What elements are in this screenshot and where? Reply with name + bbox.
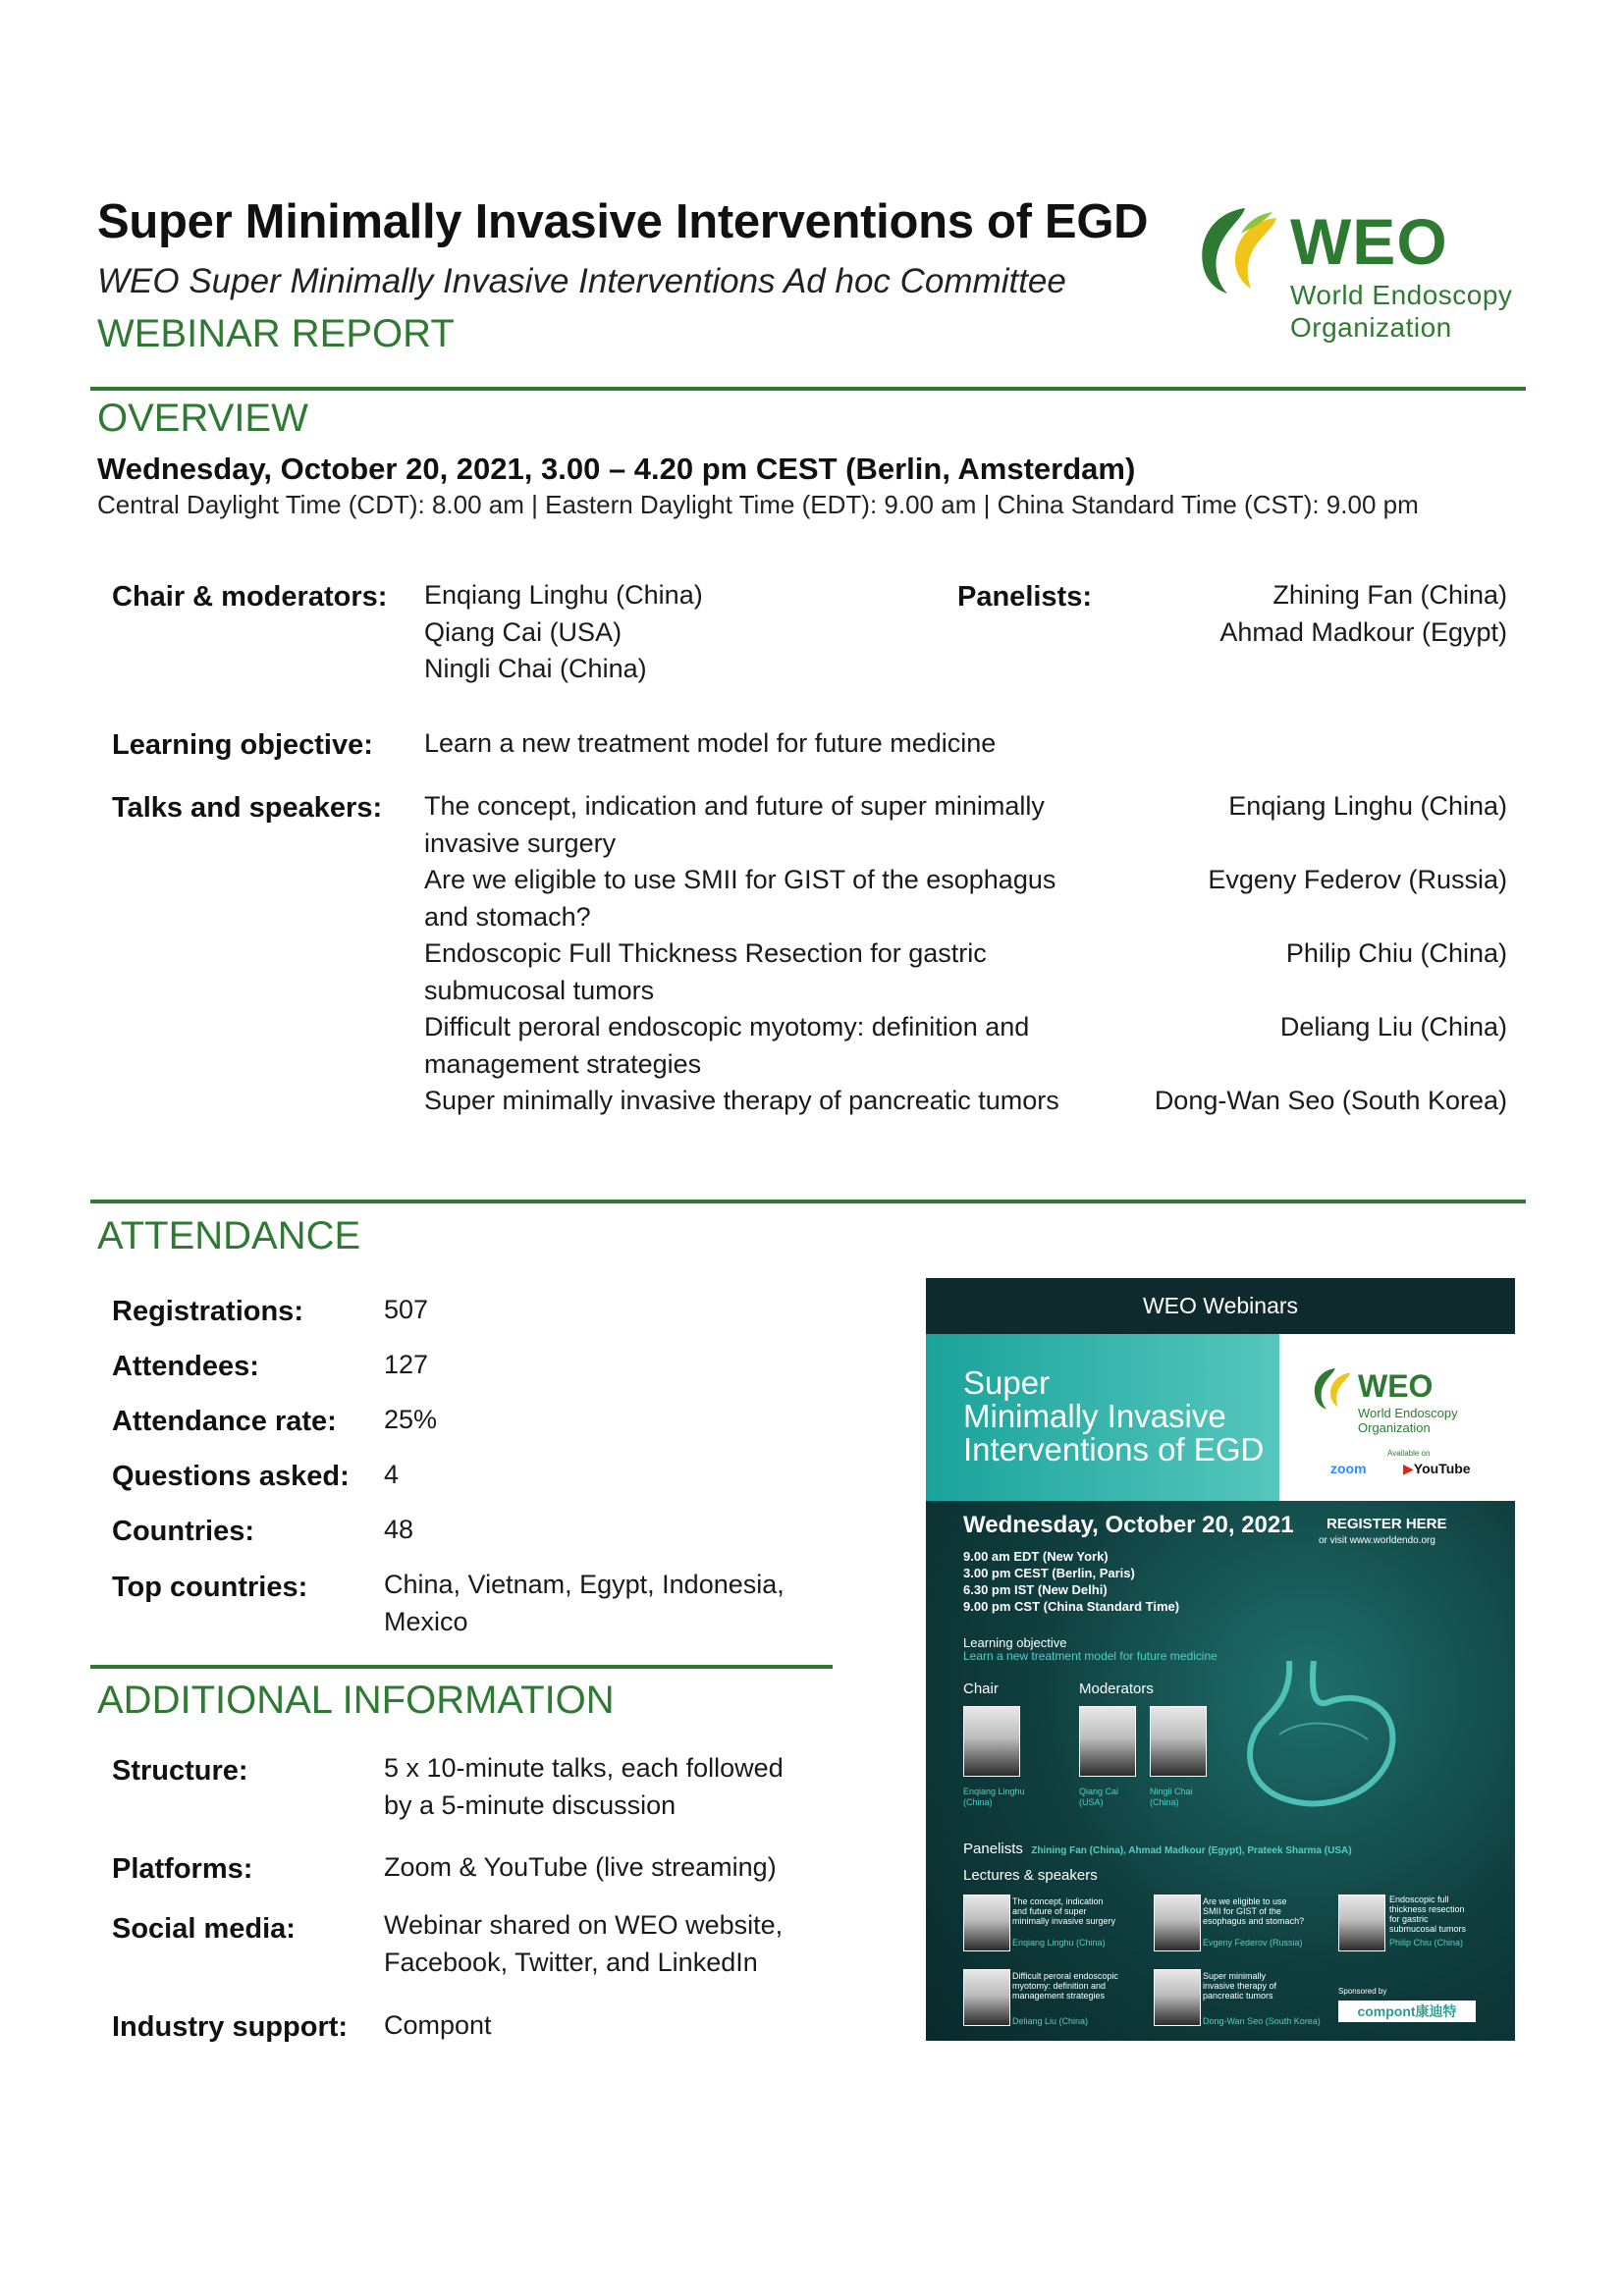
attendees-label: Attendees:: [112, 1351, 259, 1382]
weo-logo-word: WEO: [1290, 205, 1448, 278]
poster-panelists: [963, 1841, 1352, 1857]
lecture-line: invasive therapy of: [1203, 1981, 1277, 1991]
poster-top-bar: WEO Webinars: [926, 1278, 1515, 1334]
speaker-photo: [963, 1969, 1010, 2026]
webinar-report-label: WEBINAR REPORT: [97, 312, 455, 355]
time-zones: Central Daylight Time (CDT): 8.00 am | Eastern Daylight Time (EDT): 9.00 am | China Standard Time (CST): 9.00 pm: [97, 490, 1419, 519]
platforms-value: Zoom & YouTube (live streaming): [384, 1852, 777, 1882]
moderator-photo: [1150, 1706, 1207, 1777]
caption-line: Ningli Chai: [1150, 1787, 1193, 1796]
lecture-text: [1203, 1896, 1304, 1926]
moderator-caption: [1150, 1787, 1193, 1808]
lecture-line: submucosal tumors: [1389, 1924, 1467, 1934]
lecture-text: [1389, 1895, 1466, 1934]
poster-visit: or visit www.worldendo.org: [1319, 1535, 1435, 1546]
talk-speaker: Enqiang Linghu (China): [1228, 791, 1507, 821]
lecture-line: minimally invasive surgery: [1012, 1916, 1116, 1926]
lecture-line: esophagus and stomach?: [1203, 1916, 1305, 1926]
poster-sponsored-by: Sponsored by: [1338, 1987, 1387, 1996]
structure-line: 5 x 10-minute talks, each followed: [384, 1753, 784, 1783]
zoom-logo-icon: zoom: [1330, 1461, 1367, 1476]
countries-label: Countries:: [112, 1516, 254, 1547]
talk-title: Super minimally invasive therapy of pancreatic tumors: [424, 1086, 1059, 1115]
talk-title: and stomach?: [424, 901, 591, 932]
poster-weo-leaf-icon: [1307, 1364, 1354, 1412]
speaker-photo: [1154, 1895, 1201, 1951]
lecture-speaker: Deliang Liu (China): [1012, 2016, 1089, 2026]
caption-line: (China): [963, 1797, 993, 1807]
talk-title: The concept, indication and future of super minimally: [424, 791, 1045, 821]
poster-headline-line: Super: [963, 1364, 1051, 1401]
objective-label: Learning objective:: [112, 729, 373, 761]
poster-time: 9.00 am EDT (New York): [963, 1549, 1109, 1564]
poster-logo-sub-line: Organization: [1358, 1420, 1431, 1435]
talk-title: Difficult peroral endoscopic myotomy: definition and: [424, 1012, 1030, 1041]
caption-line: Qiang Cai: [1079, 1787, 1119, 1796]
poster-logo-word: WEO: [1358, 1368, 1434, 1404]
poster-headline-line: Interventions of EGD: [963, 1431, 1265, 1468]
social-label: Social media:: [112, 1913, 296, 1945]
poster-time: 6.30 pm IST (New Delhi): [963, 1582, 1108, 1597]
objective-text: Learn a new treatment model for future medicine: [424, 728, 997, 758]
talk-speaker: Deliang Liu (China): [1279, 1012, 1507, 1041]
talks-list: [424, 788, 1059, 1120]
poster-chair-label: Chair: [963, 1681, 999, 1697]
poster-lectures-label: Lectures & speakers: [963, 1867, 1098, 1884]
talk-title: management strategies: [424, 1048, 702, 1079]
talk-speaker: Evgeny Federov (Russia): [1208, 865, 1507, 894]
poster-time: 3.00 pm CEST (Berlin, Paris): [963, 1566, 1135, 1580]
talk-title: Endoscopic Full Thickness Resection for gastric: [424, 938, 987, 968]
social-line: Facebook, Twitter, and LinkedIn: [384, 1947, 758, 1977]
youtube-label: YouTube: [1413, 1461, 1471, 1476]
lecture-speaker: Enqiang Linghu (China): [1012, 1938, 1106, 1948]
poster-headline-line: Minimally Invasive: [963, 1398, 1226, 1434]
moderator-photo: [1079, 1706, 1136, 1777]
caption-line: (China): [1150, 1797, 1179, 1807]
lecture-line: Super minimally: [1203, 1971, 1267, 1981]
lecture-line: for gastric: [1389, 1914, 1429, 1924]
panelist-name: Ahmad Madkour (Egypt): [1219, 616, 1507, 647]
lecture-line: Are we eligible to use: [1203, 1896, 1287, 1906]
poster-headline: [963, 1366, 1297, 1467]
countries-value: 48: [384, 1515, 414, 1544]
additional-heading: ADDITIONAL INFORMATION: [97, 1679, 615, 1722]
lecture-speaker: Philip Chiu (China): [1389, 1938, 1464, 1948]
lecture-line: SMII for GIST of the: [1203, 1906, 1281, 1916]
poster-moderators-label: Moderators: [1079, 1681, 1154, 1697]
panelists-list: [1219, 577, 1507, 651]
lecture-speaker: Dong-Wan Seo (South Korea): [1203, 2016, 1321, 2026]
lecture-line: management strategies: [1012, 1991, 1106, 2001]
webinar-poster: [926, 1278, 1515, 2041]
poster-panelists-names: Zhining Fan (China), Ahmad Madkour (Egypt), Prateek Sharma (USA): [1031, 1845, 1352, 1856]
committee-subtitle: WEO Super Minimally Invasive Interventions Ad hoc Committee: [97, 262, 1066, 300]
talk-title: invasive surgery: [424, 828, 617, 858]
talk-title: Are we eligible to use SMII for GIST of the esophagus: [424, 865, 1056, 894]
poster-objective-label: Learning objective: [963, 1635, 1067, 1650]
lecture-speaker: Evgeny Federov (Russia): [1203, 1938, 1303, 1948]
moderator-name: Qiang Cai (USA): [424, 616, 623, 647]
chair-name: Enqiang Linghu (China): [424, 580, 703, 610]
talk-title: submucosal tumors: [424, 975, 655, 1005]
attendance-heading: ATTENDANCE: [97, 1214, 361, 1257]
compont-logo: compont康迪特: [1338, 2001, 1476, 2022]
talks-label: Talks and speakers:: [112, 792, 383, 824]
weo-logo-line1: World Endoscopy: [1290, 280, 1513, 310]
lecture-line: myotomy: definition and: [1012, 1981, 1107, 1991]
youtube-play-icon: ▶: [1403, 1461, 1414, 1476]
questions-label: Questions asked:: [112, 1461, 350, 1492]
chair-list: [424, 577, 703, 688]
speaker-photo: [1154, 1969, 1201, 2026]
chair-label: Chair & moderators:: [112, 581, 388, 613]
overview-heading: OVERVIEW: [97, 397, 308, 440]
lecture-line: pancreatic tumors: [1203, 1991, 1273, 2001]
talk-speaker: Dong-Wan Seo (South Korea): [1154, 1086, 1507, 1115]
panelists-label: Panelists:: [957, 581, 1092, 613]
questions-value: 4: [384, 1460, 400, 1489]
talk-speaker: Philip Chiu (China): [1285, 938, 1507, 968]
lecture-line: and future of super: [1012, 1906, 1087, 1916]
poster-available: Available on: [1387, 1449, 1431, 1458]
platforms-label: Platforms:: [112, 1853, 253, 1885]
lecture-line: Endoscopic full: [1389, 1895, 1449, 1904]
moderator-caption: [1079, 1787, 1118, 1808]
top-countries-line: China, Vietnam, Egypt, Indonesia,: [384, 1570, 785, 1599]
overview-divider: [90, 387, 1526, 391]
industry-value: Compont: [384, 2010, 492, 2040]
caption-line: Enqiang Linghu: [963, 1787, 1025, 1796]
attendance-rate-label: Attendance rate:: [112, 1406, 337, 1437]
additional-divider: [90, 1665, 833, 1669]
lecture-text: [1012, 1971, 1118, 2001]
attendance-divider: [90, 1200, 1526, 1203]
structure-value: [384, 1750, 784, 1824]
poster-logo-sub-line: World Endoscopy: [1358, 1406, 1458, 1420]
structure-line: by a 5-minute discussion: [384, 1789, 677, 1820]
moderator-name: Ningli Chai (China): [424, 654, 647, 683]
webinar-date: Wednesday, October 20, 2021, 3.00 – 4.20 pm CEST (Berlin, Amsterdam): [97, 452, 1136, 486]
lecture-text: [1203, 1971, 1276, 2001]
speaker-photo: [963, 1895, 1010, 1951]
attendance-rate-value: 25%: [384, 1405, 438, 1434]
stomach-illustration-icon: [1220, 1651, 1407, 1818]
youtube-logo-icon: [1403, 1461, 1471, 1477]
weo-logo-line2: Organization: [1290, 312, 1452, 343]
top-countries-line: Mexico: [384, 1606, 468, 1636]
lecture-line: The concept, indication: [1012, 1896, 1104, 1906]
caption-line: (USA): [1079, 1797, 1104, 1807]
page-title: Super Minimally Invasive Interventions of EGD: [97, 195, 1149, 248]
panelist-name: Zhining Fan (China): [1272, 580, 1507, 610]
poster-time: 9.00 pm CST (China Standard Time): [963, 1599, 1180, 1614]
poster-logo-sub: [1358, 1406, 1458, 1435]
lecture-line: thickness resection: [1389, 1904, 1465, 1914]
poster-objective: Learn a new treatment model for future medicine: [963, 1649, 1218, 1663]
top-countries-label: Top countries:: [112, 1572, 308, 1603]
attendees-value: 127: [384, 1350, 429, 1379]
poster-date: Wednesday, October 20, 2021: [963, 1512, 1294, 1538]
poster-times: [963, 1548, 1179, 1615]
speaker-photo: [1338, 1895, 1385, 1951]
lecture-line: Difficult peroral endoscopic: [1012, 1971, 1118, 1981]
poster-register: REGISTER HERE: [1326, 1516, 1447, 1532]
registrations-value: 507: [384, 1295, 429, 1324]
weo-leaf-logo-icon: [1186, 200, 1284, 298]
chair-caption: [963, 1787, 1025, 1808]
social-line: Webinar shared on WEO website,: [384, 1910, 784, 1940]
chair-photo: [963, 1706, 1020, 1777]
structure-label: Structure:: [112, 1755, 248, 1787]
lecture-text: [1012, 1896, 1115, 1926]
registrations-label: Registrations:: [112, 1296, 303, 1327]
social-value: [384, 1907, 783, 1981]
poster-panelists-label: Panelists: [963, 1841, 1023, 1857]
top-countries-value: [384, 1567, 785, 1640]
speakers-list: [1155, 788, 1507, 1120]
industry-label: Industry support:: [112, 2011, 349, 2043]
